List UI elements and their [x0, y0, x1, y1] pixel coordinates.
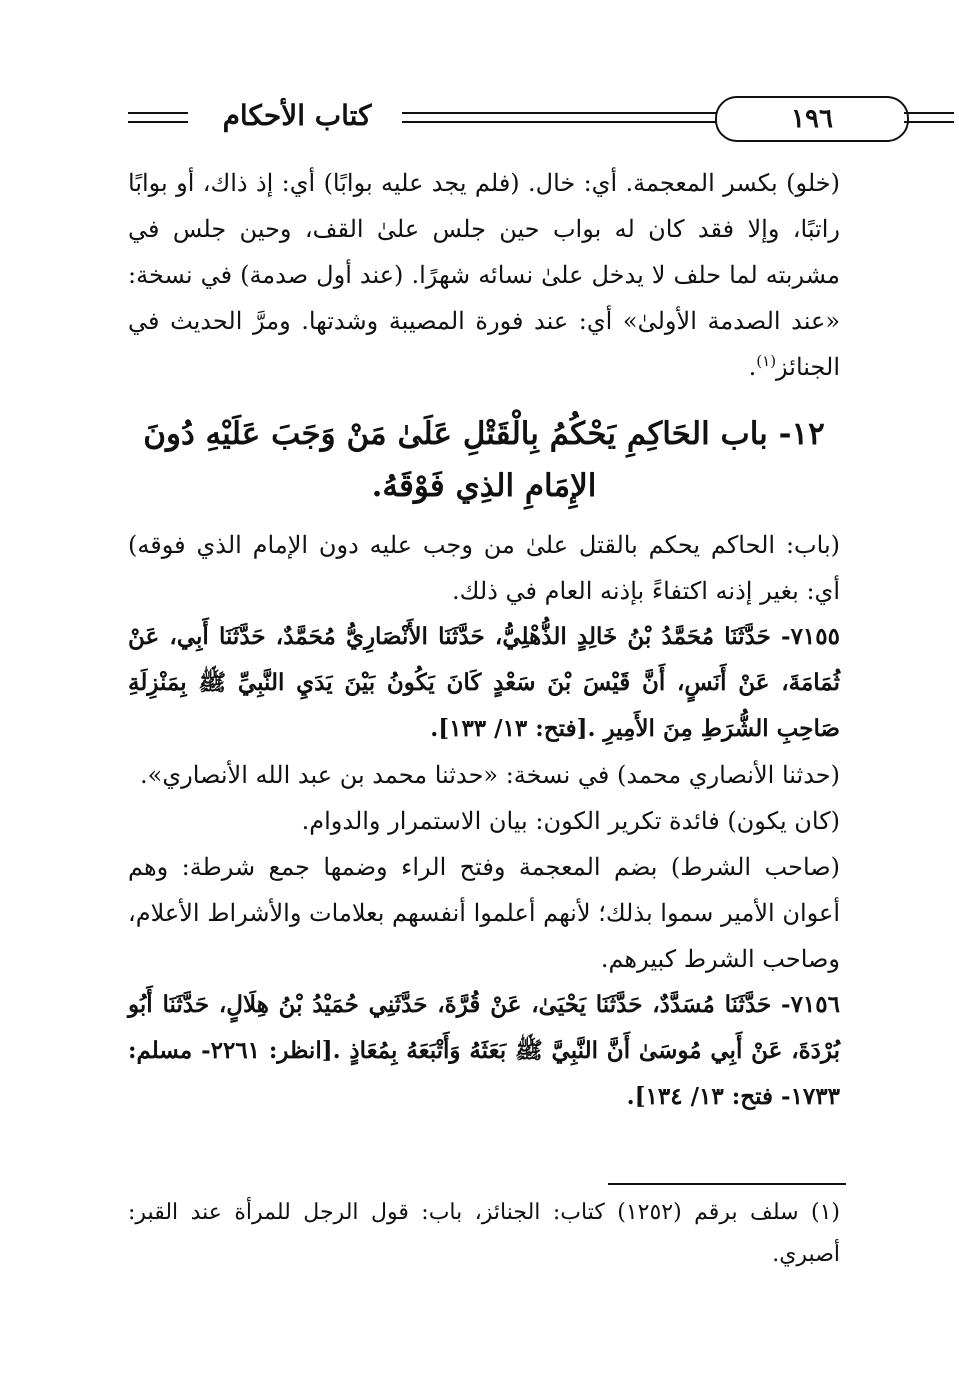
paragraph-1-end: .	[748, 353, 757, 381]
footnote-separator	[608, 1183, 846, 1185]
footnote-marker: (١)	[756, 352, 777, 370]
header-rule-left	[128, 112, 188, 123]
paragraph-commentary-5: (صاحب الشرط) بضم المعجمة وفتح الراء وضمها جمع شرطة: وهم أعوان الأمير سموا بذلك؛ لأنهم أعلموا أنفسهم بعلامات والأشراط الأعلام، وصاحب الشرط كبيرهم.	[128, 853, 840, 973]
page-content	[128, 160, 840, 1120]
paragraph-commentary-3: (حدثنا الأنصاري محمد) في نسخة: «حدثنا محمد بن عبد الله الأنصاري».	[140, 761, 840, 789]
header-rule-right	[904, 112, 954, 123]
book-title: كتاب الأحكام	[222, 99, 372, 132]
hadith-7155: ٧١٥٥- حَدَّثَنَا مُحَمَّدُ بْنُ خَالِدٍ الذُّهْلِيُّ، حَدَّثَنَا الأَنْصَارِيُّ مُحَمَّدٌ، حَدَّثَنَا أَبِي، عَنْ ثُمَامَةَ، عَنْ أَنَسٍ، أَنَّ قَيْسَ بْنَ سَعْدٍ كَانَ يَكُونُ بَيْنَ يَدَيِ النَّبِيِّ ﷺ بِمَنْزِلَةِ صَاحِبِ الشُّرَطِ مِنَ الأَمِيرِ .[فتح: ١٣/ ١٣٣].	[128, 623, 840, 742]
footnote: (١) سلف برقم (١٢٥٢) كتاب: الجنائز، باب: قول الرجل للمرأة عند القبر: أصبري.	[128, 1200, 840, 1267]
hadith-7156: ٧١٥٦- حَدَّثَنَا مُسَدَّدٌ، حَدَّثَنَا يَحْيَىٰ، عَنْ قُرَّةَ، حَدَّثَنِي حُمَيْدُ بْنُ هِلَالٍ، حَدَّثَنَا أَبُو بُرْدَةَ، عَنْ أَبِي مُوسَىٰ أَنَّ النَّبِيَّ ﷺ بَعَثَهُ وَأَتْبَعَهُ بِمُعَاذٍ .[انظر: ٢٢٦١- مسلم: ١٧٣٣- فتح: ١٣/ ١٣٤].	[128, 991, 841, 1110]
paragraph-commentary-4: (كان يكون) فائدة تكرير الكون: بيان الاستمرار والدوام.	[301, 807, 840, 835]
paragraph-1-text: (خلو) بكسر المعجمة. أي: خال. (فلم يجد عليه بوابًا) أي: إذ ذاك، أو بوابًا راتبًا، وإلا فقد كان له بواب حين جلس علىٰ القف، وحين جلس في مشربته لما حلف لا يدخل علىٰ نسائه شهرًا. (عند أول صدمة) في نسخة: «عند الصدمة الأولىٰ» أي: عند فورة المصيبة وشدتها. ومرَّ الحديث في الجنائز	[128, 169, 840, 381]
paragraph-commentary-2: (باب: الحاكم يحكم بالقتل علىٰ من وجب عليه دون الإمام الذي فوقه) أي: بغير إذنه اكتفاءً بإذنه العام في ذلك.	[128, 531, 840, 605]
page-number: ١٩٦	[715, 96, 909, 142]
chapter-heading: ١٢- باب الحَاكِمِ يَحْكُمُ بِالْقَتْلِ عَلَىٰ مَنْ وَجَبَ عَلَيْهِ دُونَ الإِمَامِ الذِي فَوْقَهُ.	[143, 416, 825, 504]
paragraph-commentary-1	[128, 160, 840, 390]
page-header	[120, 92, 850, 142]
